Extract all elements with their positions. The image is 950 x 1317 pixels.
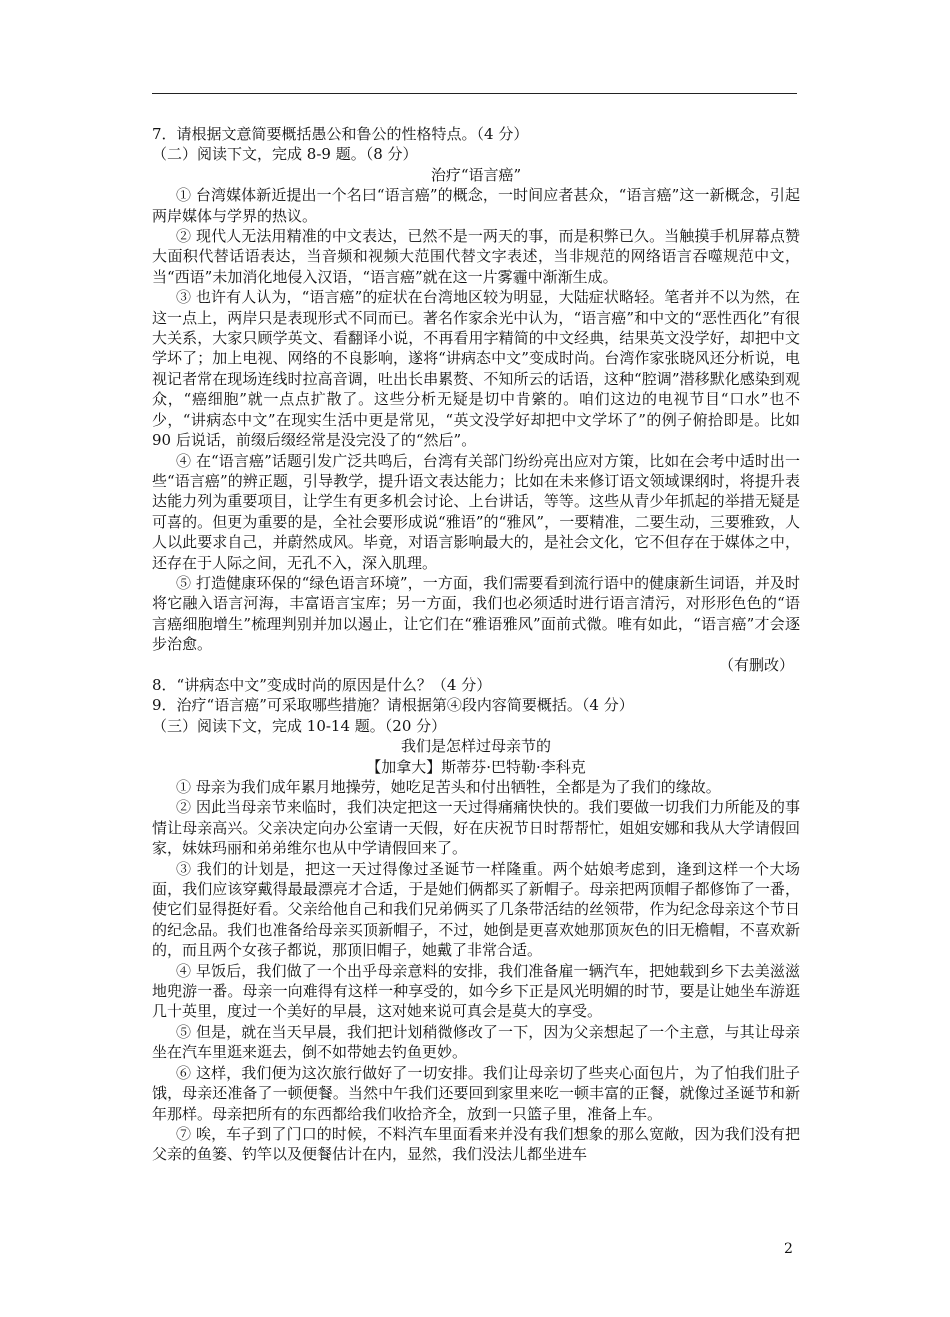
article-1-paragraph-4: ④ 在“语言癌”话题引发广泛共鸣后，台湾有关部门纷纷亮出应对方策，比如在会考中适时出一些“语言癌”的辨正题，引导教学，提升语文表达能力；比如在未来修订语文领域课纲时，将提升表达能力列为重要项目，让学生有更多机会讨论、上台讲话，等等。这些从青少年抓起的举措无疑是可喜的。但更为重要的是，全社会要形成说“雅语”的“雅风”，一要精准，二要生动，三要雅致，人人以此要求自己，并蔚然成风。毕竟，对语言影响最大的，是社会文化，它不但存在于媒体之中，还存在于人际之间，无孔不入，深入肌理。 xyxy=(152,451,800,572)
article-2-paragraph-5: ⑤ 但是，就在当天早晨，我们把计划稍微修改了一下，因为父亲想起了一个主意，与其让母亲坐在汽车里逛来逛去，倒不如带她去钓鱼更妙。 xyxy=(152,1022,800,1062)
article-1-title: 治疗“语言癌” xyxy=(430,165,522,184)
article-2-paragraph-1: ① 母亲为我们成年累月地操劳，她吃足苦头和付出牺牲，全都是为了我们的缘故。 xyxy=(176,778,721,796)
question-7: 7．请根据文意简要概括愚公和鲁公的性格特点。（4 分） xyxy=(152,125,529,143)
page-content xyxy=(152,124,800,1165)
article-2-paragraph-4: ④ 早饭后，我们做了一个出乎母亲意料的安排，我们准备雇一辆汽车，把她载到乡下去美滋滋地兜游一番。母亲一向难得有这样一种享受的，如今乡下正是风光明媚的时节，要是让她坐车游逛几十英里，度过一个美好的早晨，这对她来说可真会是莫大的享受。 xyxy=(152,961,800,1021)
article-2-paragraph-6: ⑥ 这样，我们便为这次旅行做好了一切安排。我们让母亲切了些夹心面包片，为了怕我们肚子饿，母亲还准备了一顿便餐。当然中午我们还要回到家里来吃一顿丰富的正餐，就像过圣诞节和新年那样。母亲把所有的东西都给我们收拾齐全，放到一只篮子里，准备上车。 xyxy=(152,1063,800,1123)
article-2-paragraph-2: ② 因此当母亲节来临时，我们决定把这一天过得痛痛快快的。我们要做一切我们力所能及的事情让母亲高兴。父亲决定向办公室请一天假，好在庆祝节日时帮帮忙，姐姐安娜和我从大学请假回家，妹妹玛丽和弟弟维尔也从中学请假回来了。 xyxy=(152,798,800,858)
section-2-header: （二）阅读下文，完成 8-9 题。（8 分） xyxy=(152,145,418,164)
header-rule xyxy=(152,93,797,94)
article-2-title: 我们是怎样过母亲节的 xyxy=(400,737,551,756)
article-1-paragraph-2: ② 现代人无法用精准的中文表达，已然不是一两天的事，而是积弊已久。当触摸手机屏幕点赞大面积代替话语表达，当音频和视频大范围代替文字表述，当非规范的网络语言吞噬规范中文，当“西语”未加消化地侵入汉语，“语言癌”就在这一片雾霾中渐渐生成。 xyxy=(152,227,800,286)
question-8: 8．“讲病态中文”变成时尚的原因是什么？（4 分） xyxy=(152,675,492,694)
article-1-note: （有删改） xyxy=(718,655,794,674)
question-9: 9．治疗“语言癌”可采取哪些措施？请根据第④段内容简要概括。（4 分） xyxy=(152,696,634,715)
article-2-paragraph-7: ⑦ 唉，车子到了门口的时候，不料汽车里面看来并没有我们想象的那么宽敞，因为我们没有把父亲的鱼篓、钓竿以及便餐估计在内，显然，我们没法儿都坐进车 xyxy=(152,1124,800,1164)
article-2-author: 【加拿大】斯蒂芬·巴特勒·李科克 xyxy=(366,757,586,776)
article-2-paragraph-3: ③ 我们的计划是，把这一天过得像过圣诞节一样隆重。两个姑娘考虑到，逢到这样一个大场面，我们应该穿戴得最最漂亮才合适，于是她们俩都买了新帽子。母亲把两顶帽子都修饰了一番，使它们显得挺好看。父亲给他自己和我们兄弟俩买了几条带活结的丝领带，作为纪念母亲这个节日的纪念品。我们也准备给母亲买顶新帽子，不过，她倒是更喜欢她那顶灰色的旧无檐帽，不喜欢新的，而且两个女孩子都说，那顶旧帽子，她戴了非常合适。 xyxy=(152,859,800,960)
section-3-header: （三）阅读下文，完成 10-14 题。（20 分） xyxy=(152,716,447,735)
article-1-paragraph-1: ① 台湾媒体新近提出一个名曰“语言癌”的概念，一时间应者甚众，“语言癌”这一新概念，引起两岸媒体与学界的热议。 xyxy=(152,186,800,225)
page-number: 2 xyxy=(784,1241,793,1257)
article-1-paragraph-3: ③ 也许有人认为，“语言癌”的症状在台湾地区较为明显，大陆症状略轻。笔者并不以为然，在这一点上，两岸只是表现形式不同而已。著名作家余光中认为，“语言癌”和中文的“恶性西化”有很大关系，大家只顾学英文、看翻译小说，不再看用字精简的中文经典，结果英文没学好，却把中文学坏了；加上电视、网络的不良影响，遂将“讲病态中文”变成时尚。台湾作家张晓风还分析说，电视记者常在现场连线时拉高音调，吐出长串累赘、不知所云的话语，这种“腔调”潜移默化感染到观众，“癌细胞”就一点点扩散了。这些分析无疑是切中肯綮的。咱们这边的电视节目“口水”也不少，“讲病态中文”在现实生活中更是常见，“英文没学好却把中文学坏了”的例子俯拾即是。比如 90 后说话，前缀后缀经常是没完没了的“然后”。 xyxy=(152,288,800,450)
article-1-paragraph-5: ⑤ 打造健康环保的“绿色语言环境”，一方面，我们需要看到流行语中的健康新生词语，并及时将它融入语言河海，丰富语言宝库；另一方面，我们也必须适时进行语言清污，对形形色色的“语言癌细胞增生”梳理判别并加以遏止，让它们在“雅语雅风”面前式微。唯有如此，“语言癌”才会逐步治愈。 xyxy=(152,573,800,654)
